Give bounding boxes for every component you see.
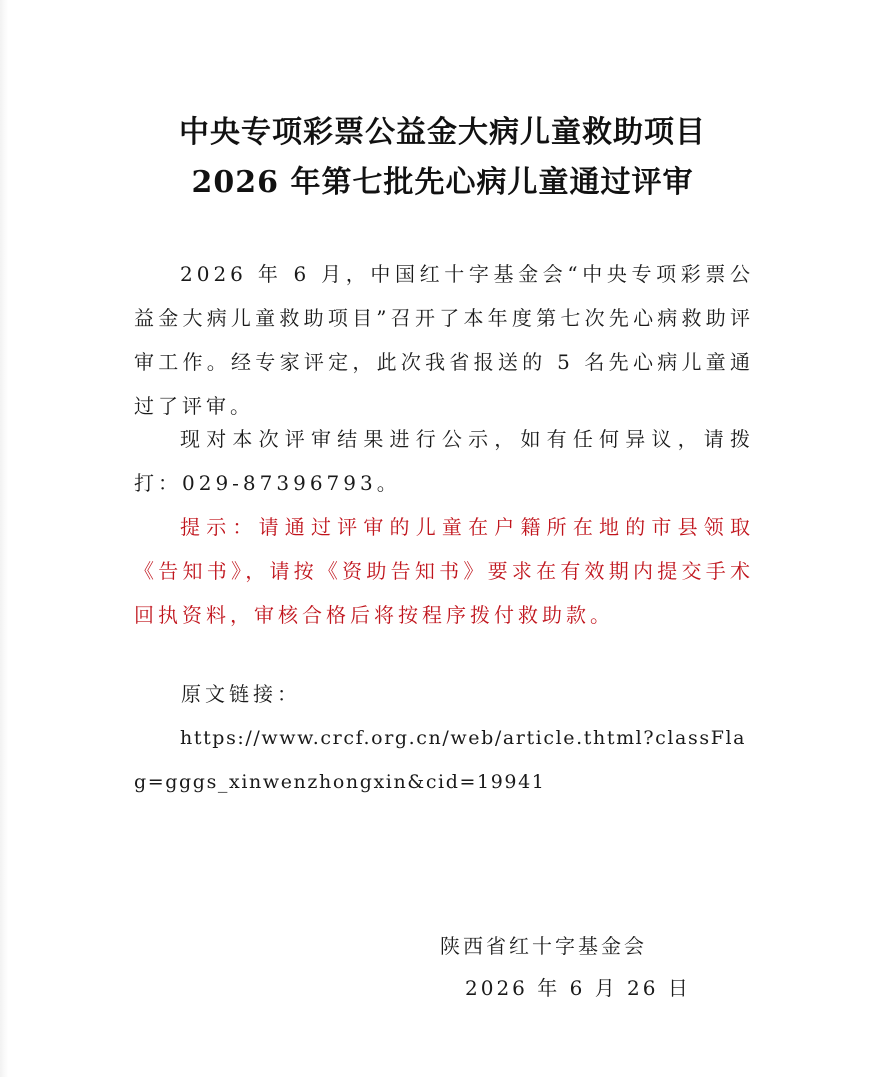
paragraph-text: 2026 年 6 月，中国红十字基金会“中央专项彩票公益金大病儿童救助项目”召开了本年度第七次先心病救助评审工作。经专家评定，此次我省报送的 5 名先心病儿童通过了评审。 <box>134 262 754 418</box>
document-title-line-1: 中央专项彩票公益金大病儿童救助项目 <box>179 115 706 150</box>
source-link-url[interactable]: https://www.crcf.org.cn/web/article.thtml?classFlag=gggs_xinwenzhongxin&cid=19941 <box>134 727 747 793</box>
document-title-line-2: 2026 年第七批先心病儿童通过评审 <box>191 165 694 200</box>
notice-text: 提示：请通过评审的儿童在户籍所在地的市县领取《告知书》，请按《资助告知书》要求在有效期内提交手术回执资料，审核合格后将按程序拨付救助款。 <box>134 515 754 627</box>
body-paragraph-1 <box>134 252 754 428</box>
paragraph-text: 现对本次评审结果进行公示，如有任何异议，请拨打：029-87396793。 <box>134 427 754 495</box>
body-paragraph-2 <box>134 417 754 505</box>
notice-paragraph <box>134 505 754 637</box>
signature-organization: 陕西省红十字基金会 <box>440 934 647 958</box>
source-link-label: 原文链接： <box>181 682 301 706</box>
signature-date: 2026 年 6 月 26 日 <box>465 976 691 1000</box>
